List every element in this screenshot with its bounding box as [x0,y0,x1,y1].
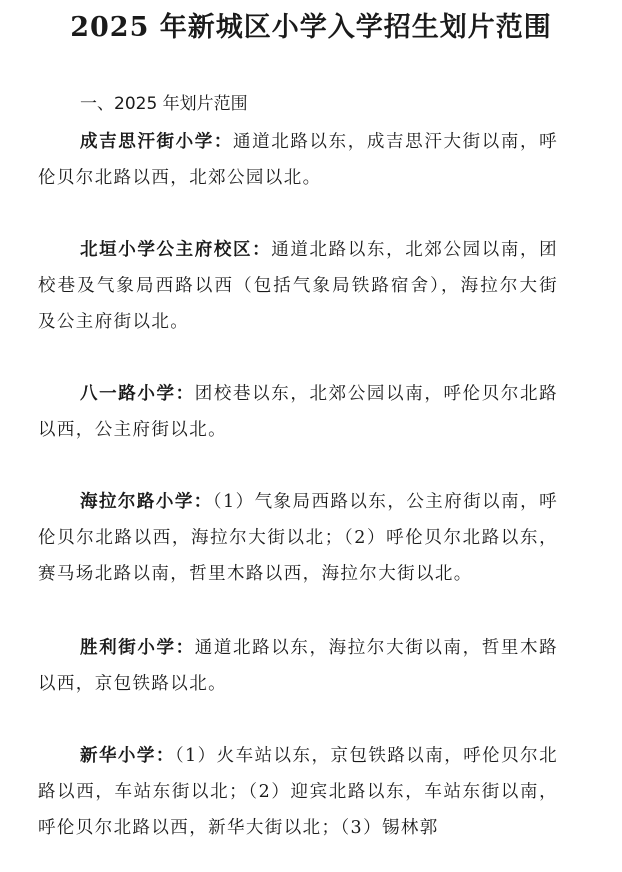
school-name: 八一路小学： [80,384,195,404]
school-entry-bayilu [38,376,558,448]
zone-description: （1）气象局西路以东，公主府街以南，呼伦贝尔北路以西，海拉尔大街以北；（2）呼伦贝尔北路以东，赛马场北路以南，哲里木路以西，海拉尔大街以北。 [38,492,558,584]
zone-description: 通道北路以东，北郊公园以南，团校巷及气象局西路以西（包括气象局铁路宿舍），海拉尔大街及公主府街以北。 [38,240,559,332]
zone-description: 团校巷以东，北郊公园以南，呼伦贝尔北路以西，公主府街以北。 [38,384,558,440]
school-entry-shenglijie [38,630,558,702]
zone-description: 通道北路以东，成吉思汗大街以南，呼伦贝尔北路以西，北郊公园以北。 [38,132,558,188]
school-name: 北垣小学公主府校区： [80,240,272,260]
school-entry-beiyuan-gongzhufu [38,232,558,340]
zone-description: （1）火车站以东，京包铁路以南，呼伦贝尔北路以西，车站东街以北；（2）迎宾北路以东，车站东街以南，呼伦贝尔北路以西，新华大街以北；（3）锡林郭 [38,746,558,838]
school-name: 新华小学： [80,746,175,766]
school-entry-xinhua [38,738,558,846]
zone-description: 通道北路以东，海拉尔大街以南，哲里木路以西，京包铁路以北。 [38,638,558,694]
school-entry-chengjisihan [38,124,558,196]
document-title: 2025 年新城区小学入学招生划片范围 [70,12,552,43]
school-name: 海拉尔路小学： [80,492,213,512]
school-name: 成吉思汗街小学： [80,132,234,152]
school-name: 胜利街小学： [80,638,195,658]
school-entry-hailaerlu [38,484,558,592]
section-heading: 一、2025 年划片范围 [80,94,248,114]
